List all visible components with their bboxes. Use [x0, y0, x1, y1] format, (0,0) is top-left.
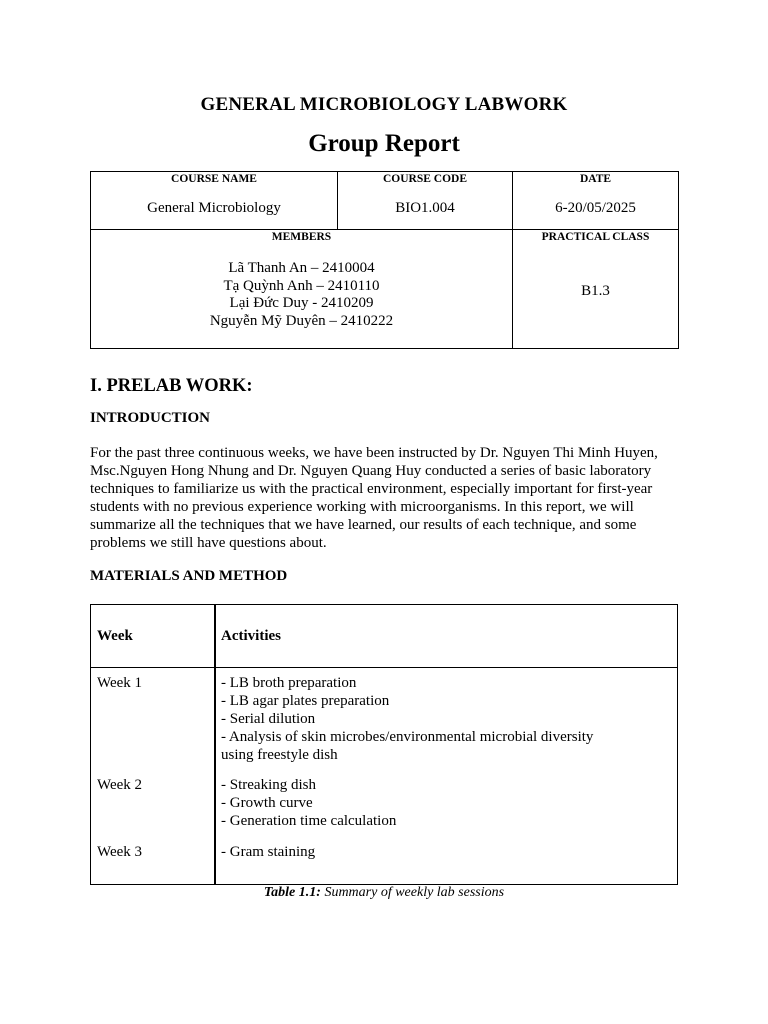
members-label: MEMBERS — [271, 231, 332, 243]
weekly-sessions-table — [90, 604, 678, 885]
activity-item: - Generation time calculation — [221, 813, 397, 829]
caption-text: Summary of weekly lab sessions — [320, 885, 505, 900]
course-info-table — [90, 171, 679, 349]
date-value: 6-20/05/2025 — [555, 200, 636, 216]
member-item: Nguyễn Mỹ Duyên – 2410222 — [209, 312, 394, 329]
course-code-value: BIO1.004 — [395, 200, 455, 216]
document-title: GENERAL MICROBIOLOGY LABWORK — [200, 94, 568, 115]
member-item: Lã Thanh An – 2410004 — [228, 260, 375, 276]
document-subtitle: Group Report — [308, 130, 460, 157]
table-caption — [0, 885, 768, 901]
course-name-label: COURSE NAME — [171, 173, 257, 185]
members-list — [91, 260, 512, 330]
week-label: Week 1 — [97, 675, 143, 691]
date-label: DATE — [579, 173, 612, 185]
introduction-heading: INTRODUCTION — [90, 410, 211, 426]
activity-item: - Streaking dish — [221, 777, 316, 793]
course-name-value: General Microbiology — [147, 200, 281, 216]
week-label: Week 3 — [97, 844, 143, 860]
members-cell — [91, 230, 513, 349]
member-item: Tạ Quỳnh Anh – 2410110 — [223, 277, 380, 294]
activity-item: - Serial dilution — [221, 711, 316, 727]
paragraph-line: summarize all the techniques that we have learned, our results of each technique, and some — [90, 517, 637, 533]
practical-class-value: B1.3 — [581, 283, 610, 299]
caption-label: Table 1.1: — [263, 885, 321, 900]
activity-item: - LB agar plates preparation — [221, 693, 390, 709]
activity-item: - LB broth preparation — [221, 675, 357, 691]
paragraph-line: students with no previous experience working with microorganisms. In this report, we will — [90, 499, 634, 515]
course-name-cell — [91, 172, 338, 230]
section-heading-prelab: I. PRELAB WORK: — [90, 376, 253, 396]
paragraph-line: techniques to familiarize us with the practical environment, especially important for first-year — [90, 481, 653, 497]
paragraph-line: Msc.Nguyen Hong Nhung and Dr. Nguyen Quang Huy conducted a series of basic laboratory — [90, 463, 652, 479]
paragraph-line: For the past three continuous weeks, we have been instructed by Dr. Nguyen Thi Minh Huyen, — [90, 445, 658, 461]
date-cell — [513, 172, 679, 230]
activity-item: - Analysis of skin microbes/environmental microbial diversity — [221, 729, 594, 745]
materials-method-heading: MATERIALS AND METHOD — [90, 568, 288, 584]
header-divider — [91, 667, 677, 668]
activity-item: - Growth curve — [221, 795, 313, 811]
column-divider — [214, 605, 216, 884]
practical-class-label: PRACTICAL CLASS — [541, 231, 650, 243]
course-code-cell — [338, 172, 513, 230]
activity-item: - Gram staining — [221, 844, 316, 860]
activity-item: using freestyle dish — [221, 747, 338, 763]
week-activities — [221, 843, 315, 861]
week-column-header: Week — [97, 628, 133, 644]
paragraph-line: problems we still have questions about. — [90, 535, 327, 551]
introduction-paragraph — [90, 444, 680, 552]
week-label: Week 2 — [97, 777, 143, 793]
practical-class-cell — [513, 230, 679, 349]
member-item: Lại Đức Duy - 2410209 — [229, 295, 374, 311]
week-activities — [221, 674, 593, 764]
activities-column-header: Activities — [221, 628, 281, 644]
course-code-label: COURSE CODE — [382, 173, 468, 185]
week-activities — [221, 776, 396, 830]
